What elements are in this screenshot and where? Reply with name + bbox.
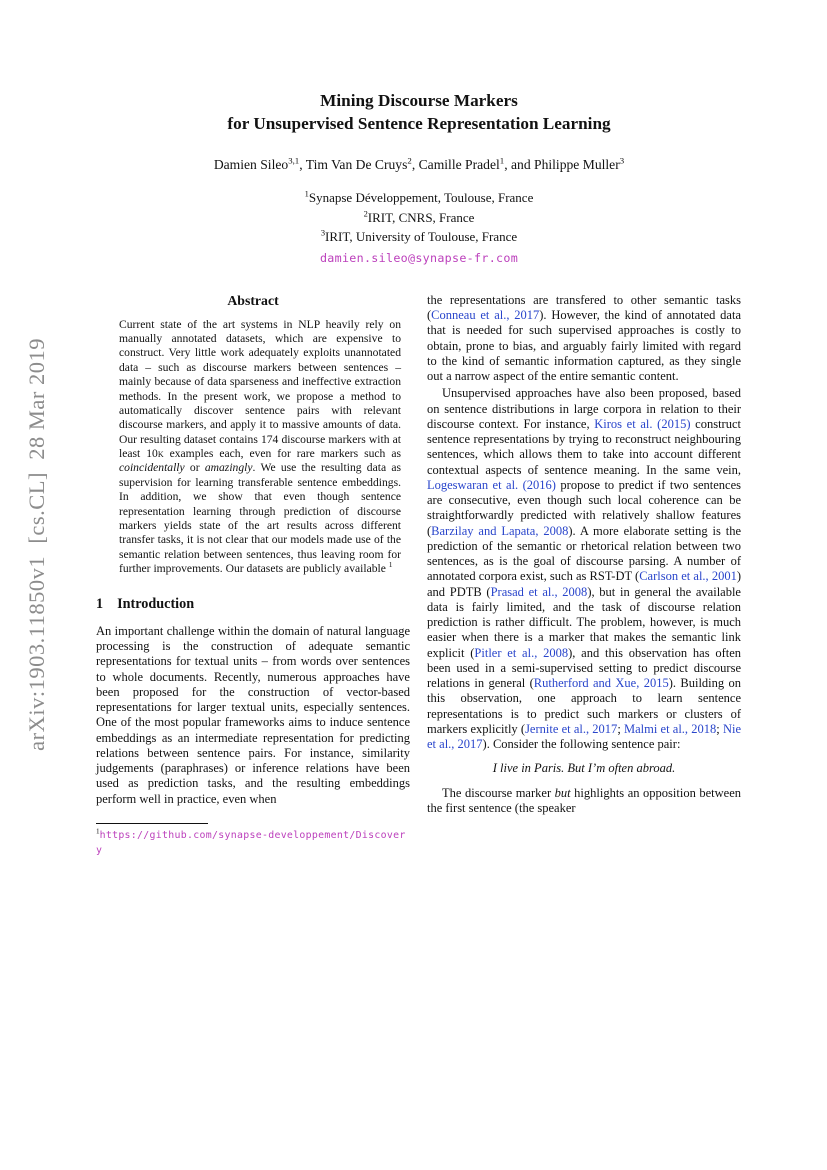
section-1-heading bbox=[96, 596, 410, 613]
text-segment: IRIT, University of Toulouse, France bbox=[325, 229, 518, 245]
text-segment: ; bbox=[716, 721, 723, 736]
section-number: 1 bbox=[96, 596, 104, 613]
text-segment: , Camille Pradel bbox=[411, 157, 500, 173]
abstract-text bbox=[119, 318, 401, 577]
text-segment: ; bbox=[617, 721, 624, 736]
text-segment: Damien Sileo bbox=[213, 157, 289, 173]
two-column-body bbox=[96, 293, 742, 858]
citation-link[interactable]: Conneau et al., 2017 bbox=[431, 308, 540, 323]
text-segment: , and Philippe Muller bbox=[504, 157, 620, 173]
citation-link[interactable]: Pitler et al., 2008 bbox=[474, 645, 569, 660]
right-column bbox=[427, 293, 741, 858]
citation-link[interactable]: Barzilay and Lapata, 2008 bbox=[431, 523, 569, 538]
text-segment: construct sentence representations by trying to reconstruct neighbouring sentences, which allows them to take into account different contextual aspects of sentence meaning. In the same vein, bbox=[427, 416, 741, 477]
text-segment: An important challenge within the domain of natural language processing is the construction of adequate semantic representations for textual units – from words over sentences to whole documents. Recently, numerous approaches have been proposed for the construction of vector-based representations for larger textual units, especially sentences. One of the most popular frameworks aims to induce sentence embeddings as an intermediate representation for predicting relations between sentence pairs. For instance, similarity judgements (paraphrases) or inference relations have been used as prediction tasks, and the resulting embeddings perform well in practice, even when bbox=[96, 623, 410, 806]
body-paragraph-1 bbox=[427, 293, 741, 385]
text-segment: , Tim Van De Cruys bbox=[299, 157, 408, 173]
affiliation-3 bbox=[96, 227, 742, 247]
paper-content bbox=[96, 90, 742, 858]
body-paragraph-3 bbox=[427, 786, 741, 817]
superscript-marker: 2 bbox=[407, 155, 412, 166]
text-segment: examples each, even for rare markers such as bbox=[163, 447, 401, 461]
title-line-2: for Unsupervised Sentence Representation Learning bbox=[227, 113, 611, 133]
text-segment: ). A more elaborate setting is the prediction of the semantic or rhetorical relation between two sentences, as is the goal of discourse parsing. A number of annotated corpora exist, such as RST-DT ( bbox=[427, 523, 741, 584]
affiliations-block bbox=[96, 188, 742, 247]
text-segment: propose to predict if two sentences are consecutive, even though such local coherence can be straightforwardly predicted with relatively shallow features ( bbox=[427, 477, 741, 538]
text-segment: IRIT, CNRS, France bbox=[367, 209, 475, 225]
text-segment: ), and this observation has often been used in a semi-supervised setting to predict discourse relations in general ( bbox=[427, 645, 742, 691]
footnote-block bbox=[96, 823, 410, 858]
text-segment: . We use the resulting data as supervision for learning transferable sentence embeddings. In addition, we show that even though sentence representation learning through prediction of discourse markers yields state of the art results across different transfer tasks, it is not clear that our models made use of the semantic relation between sentences, thus leaving room for further improvements. Our datasets are publicly available bbox=[119, 461, 401, 576]
text-segment: ). Building on this observation, one approach to learn sentence representations is to predict such markers or clusters of markers explicitly ( bbox=[427, 676, 741, 736]
text-segment: Current state of the art systems in NLP heavily rely on manually annotated datasets, which are expensive to construct. Very little work adequately exploits unannotated data – such as discourse markers between sentences – mainly because of data sparseness and ineffective extraction methods. In the present work, we propose a method to automatically discover sentence pairs with relevant discourse markers, and apply it to massive amounts of data. Our resulting dataset contains 174 discourse markers with at least 10 bbox=[119, 317, 401, 461]
abstract-heading: Abstract bbox=[227, 292, 279, 308]
italic-text: but bbox=[554, 785, 571, 800]
citation-link[interactable]: Carlson et al., 2001 bbox=[639, 569, 737, 584]
smallcaps-text: k bbox=[157, 447, 164, 461]
text-segment: or bbox=[184, 461, 205, 475]
text-segment: ), but in general the available data is fairly limited, and the task of discourse relation prediction is rather difficult. The problem, however, is much easier when there is a marker that makes the semantic link explicit ( bbox=[427, 584, 741, 660]
text-segment: ). Consider the following sentence pair: bbox=[482, 737, 681, 752]
superscript-marker: 3 bbox=[320, 228, 326, 239]
body-paragraph-2 bbox=[427, 386, 741, 752]
affiliation-1 bbox=[96, 188, 742, 208]
text-segment: ) and PDTB ( bbox=[427, 569, 741, 599]
intro-paragraph-1 bbox=[96, 624, 410, 807]
footnote-rule bbox=[96, 823, 208, 824]
citation-link[interactable]: Malmi et al., 2018 bbox=[624, 721, 717, 736]
superscript-marker: 1 bbox=[499, 155, 505, 166]
text-segment: Unsupervised approaches have also been proposed, based on sentence distributions in large corpora in relation to their discourse context. For instance, bbox=[427, 386, 741, 431]
superscript-marker: 2 bbox=[363, 208, 368, 219]
superscript-marker: 1 bbox=[304, 189, 309, 200]
left-column bbox=[96, 293, 410, 858]
text-segment: the representations are transfered to other semantic tasks ( bbox=[427, 292, 741, 323]
hyperlink[interactable]: https://github.com/synapse-developpement/Discovery bbox=[96, 829, 406, 856]
text-segment: Synapse Développement, Toulouse, France bbox=[308, 190, 534, 206]
citation-link[interactable]: Kiros et al. (2015) bbox=[594, 416, 691, 431]
hyperlink[interactable]: damien.sileo@synapse-fr.com bbox=[319, 250, 519, 265]
text-segment: ). However, the kind of annotated data that is needed for such supervised approaches is costly to obtain, prone to bias, and arguably fairly limited with regard to the kind of semantic information captured, as they single out a narrow aspect of the entire semantic content. bbox=[427, 308, 741, 384]
superscript-marker: 3 bbox=[619, 155, 625, 166]
superscript-marker: 1 bbox=[96, 827, 100, 836]
citation-link[interactable]: Nie et al., 2017 bbox=[427, 721, 741, 752]
italic-text: I live in Paris. But I’m often abroad. bbox=[492, 761, 676, 776]
citation-link[interactable]: Prasad et al., 2008 bbox=[490, 584, 588, 599]
contact-email bbox=[96, 250, 742, 266]
text-segment: highlights an opposition between the first sentence (the speaker bbox=[427, 785, 741, 815]
citation-link[interactable]: Rutherford and Xue, 2015 bbox=[533, 676, 669, 691]
citation-link[interactable]: Logeswaran et al. (2016) bbox=[427, 477, 556, 492]
arxiv-sidebar-stamp: arXiv:1903.11850v1 [cs.CL] 28 Mar 2019 bbox=[24, 338, 49, 751]
footnote-text bbox=[96, 828, 410, 858]
affiliation-2 bbox=[96, 208, 742, 228]
title-line-1: Mining Discourse Markers bbox=[320, 91, 518, 110]
example-sentence bbox=[427, 761, 741, 776]
authors-line bbox=[96, 157, 742, 173]
text-segment: The discourse marker bbox=[442, 785, 555, 800]
italic-text: coincidentally bbox=[119, 461, 185, 475]
superscript-marker: 1 bbox=[388, 560, 393, 570]
italic-text: amazingly bbox=[204, 461, 253, 475]
superscript-marker: 3,1 bbox=[288, 155, 300, 166]
citation-link[interactable]: Jernite et al., 2017 bbox=[525, 721, 618, 736]
paper-title bbox=[96, 90, 742, 135]
section-title: Introduction bbox=[117, 596, 195, 613]
